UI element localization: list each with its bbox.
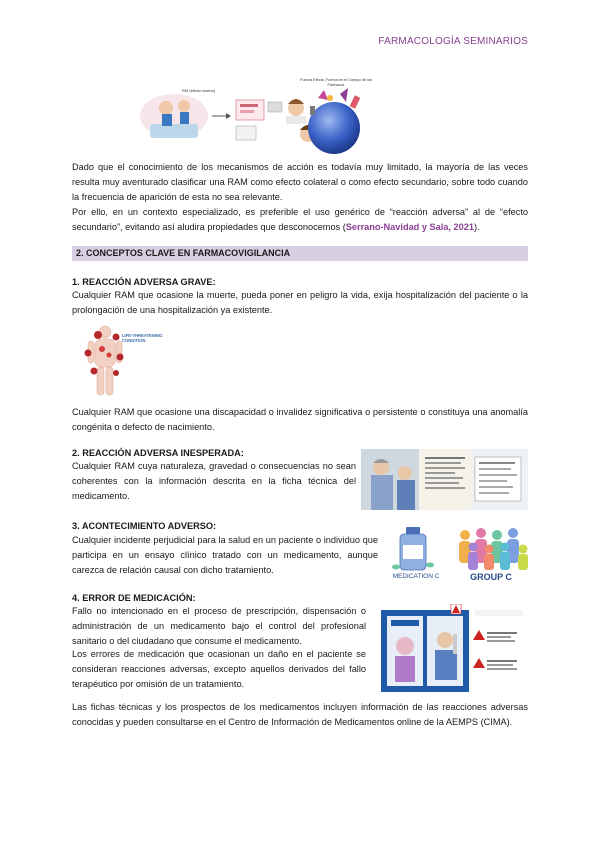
error-text-2: Los errores de medicación que ocasionan un daño en el paciente se consideran reacciones adversas, excepto aquellos derivados del fallo terapéutico por omisión de un tratamiento. <box>72 649 366 689</box>
intro-paragraph-2 <box>72 205 528 235</box>
figure-medication-bottle <box>388 525 438 583</box>
heading-acontecimiento-adverso: 3. ACONTECIMIENTO ADVERSO: <box>72 521 217 531</box>
figure-ficha-tecnica <box>361 449 528 510</box>
medication-label: MEDICATION C <box>392 573 440 580</box>
figure-right-caption: Fuerza Efecto, Fuerza en el Cuerpo de los Fármacos <box>300 78 372 87</box>
acontecimiento-text: Cualquier incidente perjudicial para la salud en un paciente o individuo que participa en un ensayo clínico tratado con un medicamento, aunque carezca de relación causal con dicho tratamiento. <box>72 535 378 575</box>
intro-paragraph-1: Dado que el conocimiento de los mecanismos de acción es todavía muy limitado, la mayoría de las veces resulta muy aventurado clasificar una RAM como efecto colateral o como efecto secundario, sobre todo cuando la frecuencia de aparición de esta no sea relevante. <box>72 162 528 202</box>
inesperada-text: Cualquier RAM cuya naturaleza, gravedad o consecuencias no sean coherentes con la información descrita en la ficha técnica del medicamento. <box>72 461 356 501</box>
intro-paragraph-2-text: Por ello, en un contexto especializado, es preferible el uso genérico de “reacción adversa” al de “efecto secundario”, evitando así aludira propiedades que desconocemos ( <box>72 207 528 232</box>
figure-medication-error <box>381 604 525 692</box>
life-threatening-label: LIFE-THREATENING CONDITION <box>122 333 163 343</box>
heading-error-medicacion: 4. ERROR DE MEDICACIÓN: <box>72 593 196 603</box>
closing-paragraph: Las fichas técnicas y los prospectos de los medicamentos incluyen información de las reacciones adversas conocidas y pueden consultarse en el Centro de Información de Medicamentos online de la AEMPS (CIMA). <box>72 702 528 727</box>
grave-text-2: Cualquier RAM que ocasione una discapacidad o invalidez significativa o persistente o constituya una anomalía congénita o defecto de nacimiento. <box>72 407 528 432</box>
figure-left-caption: RM (efecto bueno) <box>182 88 216 93</box>
error-text-1: Fallo no intencionado en el proceso de prescripción, dispensación o administración de un medicamento bajo el control del profesional sanitario o del ciudadano que consume el medicamento. <box>72 606 366 646</box>
intro-reference: Serrano-Navidad y Sala, 2021 <box>345 222 474 232</box>
section-heading-bar: 2. CONCEPTOS CLAVE EN FARMACOVIGILANCIA <box>72 246 528 261</box>
page-header-title: FARMACOLOGÍA SEMINARIOS <box>378 36 528 47</box>
heading-reaccion-grave: 1. REACCIÓN ADVERSA GRAVE: <box>72 277 216 287</box>
figure-group-people <box>451 527 531 585</box>
heading-reaccion-inesperada: 2. REACCIÓN ADVERSA INESPERADA: <box>72 448 244 458</box>
group-label: GROUP C <box>470 572 512 582</box>
figure-life-threatening <box>80 323 180 398</box>
figure-drug-body-sphere <box>298 76 373 160</box>
intro-paragraph-2-end: ). <box>473 222 480 232</box>
grave-text-1: Cualquier RAM que ocasione la muerte, pueda poner en peligro la vida, exija hospitalización del paciente o la prolongación de una hospitalización ya existente. <box>72 290 528 315</box>
